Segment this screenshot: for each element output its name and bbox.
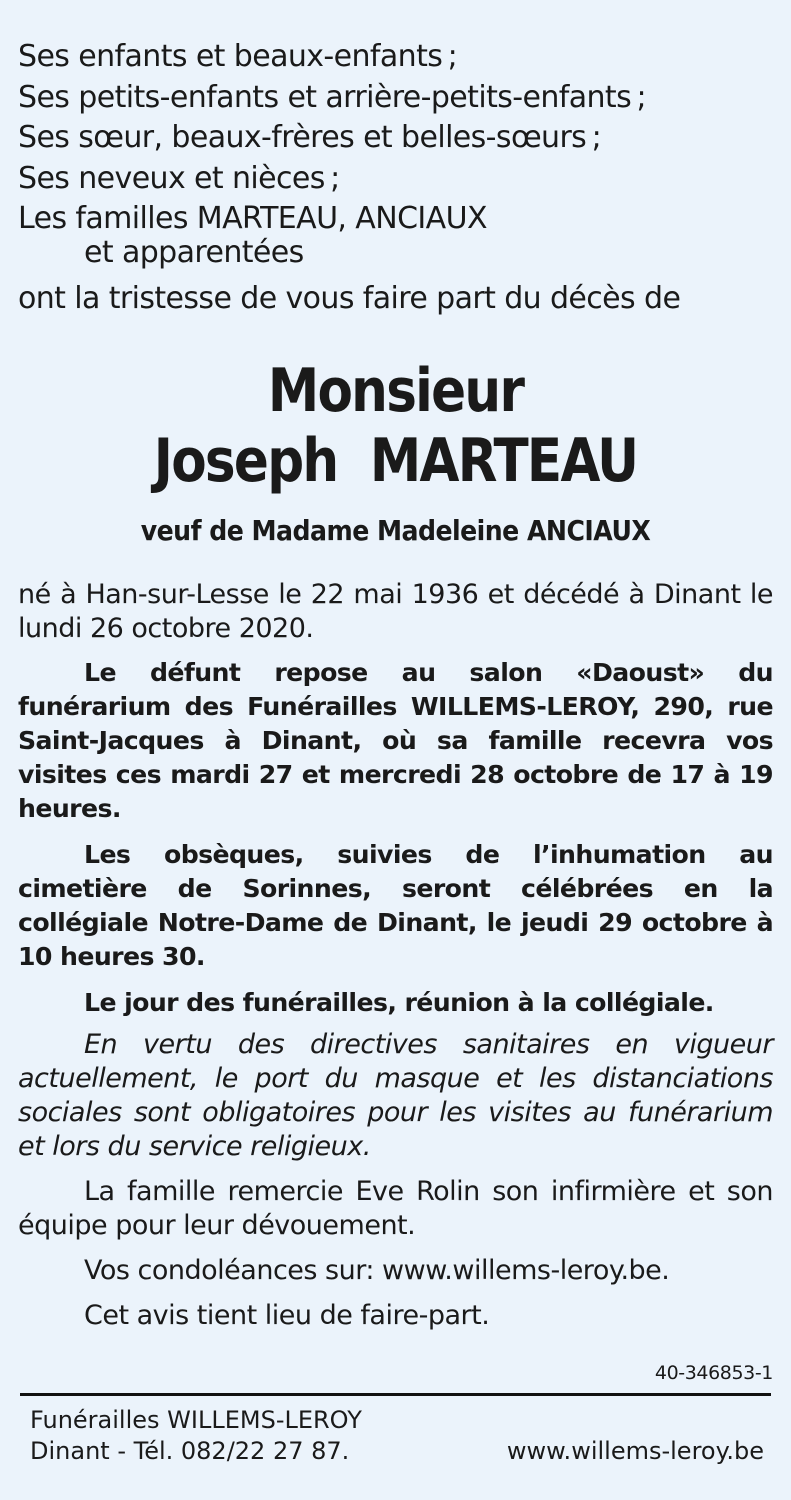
sanitary-notice: En vertu des directives sanitaires en vigueur actuellement, le port du masque et les distanciations sociales sont obligatoires pour les visites au funérarium et lors du service religieux. — [18, 1028, 773, 1162]
relatives-related: et apparentées — [84, 234, 304, 270]
footer-divider — [20, 1393, 771, 1396]
footer-location-phone: Dinant - Tél. 082/22 27 87. — [30, 1437, 350, 1465]
widower-of: veuf de Madame Madeleine ANCIAUX — [140, 513, 651, 547]
deceased-name-block — [71, 356, 720, 496]
relatives-families: Les familles MARTEAU, ANCIAUX — [18, 201, 487, 236]
funeral-info: Les obsèques, suivies de l’inhumation au cimetière de Sorinnes, seront célébrées en la collégiale Notre-Dame de Dinant, le jeudi 29 octobre à 10 heures 30. — [18, 839, 773, 971]
thanks-text: La famille remercie Eve Rolin son infirmière et son équipe pour leur dévouement. — [18, 1175, 773, 1241]
footer-line-2 — [30, 1436, 764, 1467]
meeting-info: Le jour des funérailles, réunion à la collégiale. — [84, 987, 714, 1017]
footer-company: Funérailles WILLEMS-LEROY — [30, 1406, 362, 1434]
birth-death-dates: né à Han-sur-Lesse le 22 mai 1936 et décédé à Dinant le lundi 26 octobre 2020. — [18, 578, 773, 644]
relatives-children: Ses enfants et beaux-enfants ; — [18, 39, 458, 74]
faire-part-text: Cet avis tient lieu de faire-part. — [84, 1299, 490, 1331]
relatives-nephews: Ses neveux et nièces ; — [18, 160, 340, 196]
footer-website: www.willems-leroy.be — [506, 1437, 764, 1465]
death-notice — [18, 0, 773, 1333]
announcement: ont la tristesse de vous faire part du décès de — [18, 281, 681, 316]
visitation-info: Le défunt repose au salon «Daoust» du funérarium des Funérailles WILLEMS-LEROY, 290, rue Saint-Jacques à Dinant, où sa famille recevra vos visites ces mardi 27 et mercredi 28 octobre de 17 à 19 heures. — [18, 657, 773, 823]
footer — [30, 1405, 764, 1467]
condolences-text: Vos condoléances sur: www.willems-leroy.be. — [84, 1254, 670, 1286]
deceased-name: Joseph MARTEAU — [153, 425, 638, 496]
reference-number: 40-346853-1 — [654, 1362, 773, 1384]
relatives-grandchildren: Ses petits-enfants et arrière-petits-enfants ; — [18, 79, 647, 115]
footer-line-1 — [30, 1405, 764, 1436]
deceased-title: Monsieur — [267, 355, 524, 426]
relatives-siblings: Ses sœur, beaux-frères et belles-sœurs ; — [18, 120, 602, 155]
